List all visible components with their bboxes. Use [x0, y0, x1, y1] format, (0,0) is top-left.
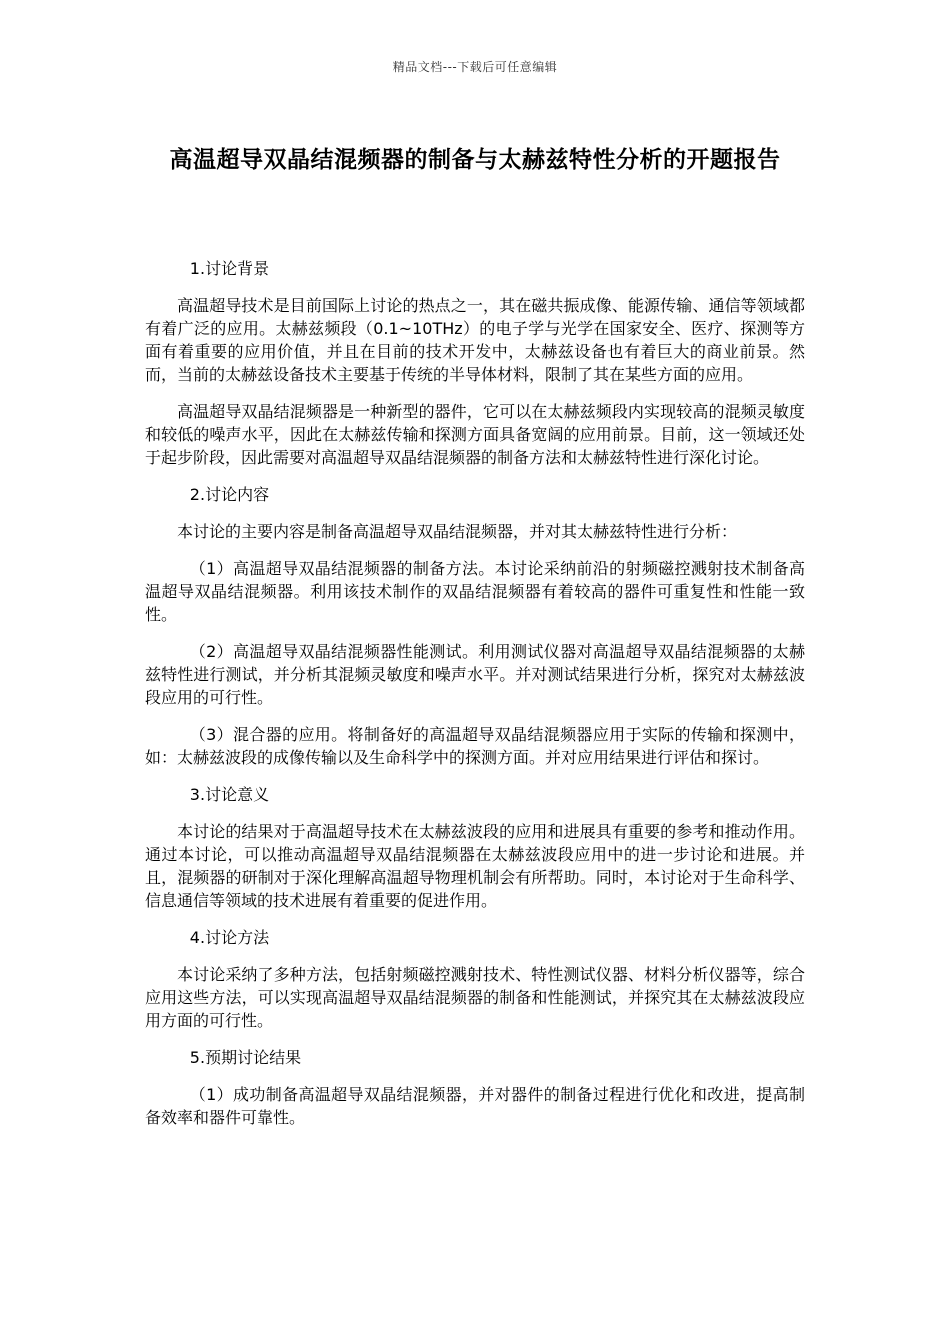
- paragraph-methods: 本讨论采纳了多种方法，包括射频磁控溅射技术、特性测试仪器、材料分析仪器等，综合应用这些方法，可以实现高温超导双晶结混频器的制备和性能测试，并探究其在太赫兹波段应用方面的可行性。: [145, 965, 805, 1030]
- section-heading-methods: 4.讨论方法: [189, 928, 270, 947]
- paragraph-content-intro: 本讨论的主要内容是制备高温超导双晶结混频器，并对其太赫兹特性进行分析：: [177, 522, 738, 541]
- expected-result-item-1: （1）成功制备高温超导双晶结混频器，并对器件的制备过程进行优化和改进，提高制备效率和器件可靠性。: [145, 1085, 805, 1127]
- content-item-2: （2）高温超导双晶结混频器性能测试。利用测试仪器对高温超导双晶结混频器的太赫兹特性进行测试，并分析其混频灵敏度和噪声水平。并对测试结果进行分析，探究对太赫兹波段应用的可行性。: [145, 642, 805, 707]
- content-item-3: （3）混合器的应用。将制备好的高温超导双晶结混频器应用于实际的传输和探测中，如：太赫兹波段的成像传输以及生命科学中的探测方面。并对应用结果进行评估和探讨。: [145, 725, 805, 767]
- paragraph-significance: 本讨论的结果对于高温超导技术在太赫兹波段的应用和进展具有重要的参考和推动作用。通过本讨论，可以推动高温超导双晶结混频器在太赫兹波段应用中的进一步讨论和进展。并且，混频器的研制对于深化理解高温超导物理机制会有所帮助。同时，本讨论对于生命科学、信息通信等领域的技术进展有着重要的促进作用。: [145, 822, 805, 910]
- section-heading-background: 1.讨论背景: [189, 259, 270, 278]
- section-heading-content: 2.讨论内容: [189, 485, 270, 504]
- section-heading-significance: 3.讨论意义: [189, 785, 270, 804]
- paragraph-background-1: 高温超导技术是目前国际上讨论的热点之一，其在磁共振成像、能源传输、通信等领域都有着广泛的应用。太赫兹频段（0.1~10THz）的电子学与光学在国家安全、医疗、探测等方面有着重要的应用价值，并且在目前的技术开发中，太赫兹设备也有着巨大的商业前景。然而，当前的太赫兹设备技术主要基于传统的半导体材料，限制了其在某些方面的应用。: [145, 296, 805, 384]
- paragraph-background-2: 高温超导双晶结混频器是一种新型的器件，它可以在太赫兹频段内实现较高的混频灵敏度和较低的噪声水平，因此在太赫兹传输和探测方面具备宽阔的应用前景。目前，这一领域还处于起步阶段，因此需要对高温超导双晶结混频器的制备方法和太赫兹特性进行深化讨论。: [145, 402, 805, 467]
- header-note: 精品文档---下载后可任意编辑: [392, 60, 558, 74]
- document-body: [145, 257, 805, 1143]
- document-title: 高温超导双晶结混频器的制备与太赫兹特性分析的开题报告: [169, 147, 781, 173]
- content-item-1: （1）高温超导双晶结混频器的制备方法。本讨论采纳前沿的射频磁控溅射技术制备高温超导双晶结混频器。利用该技术制作的双晶结混频器有着较高的器件可重复性和性能一致性。: [145, 559, 805, 624]
- section-heading-expected-results: 5.预期讨论结果: [189, 1048, 302, 1067]
